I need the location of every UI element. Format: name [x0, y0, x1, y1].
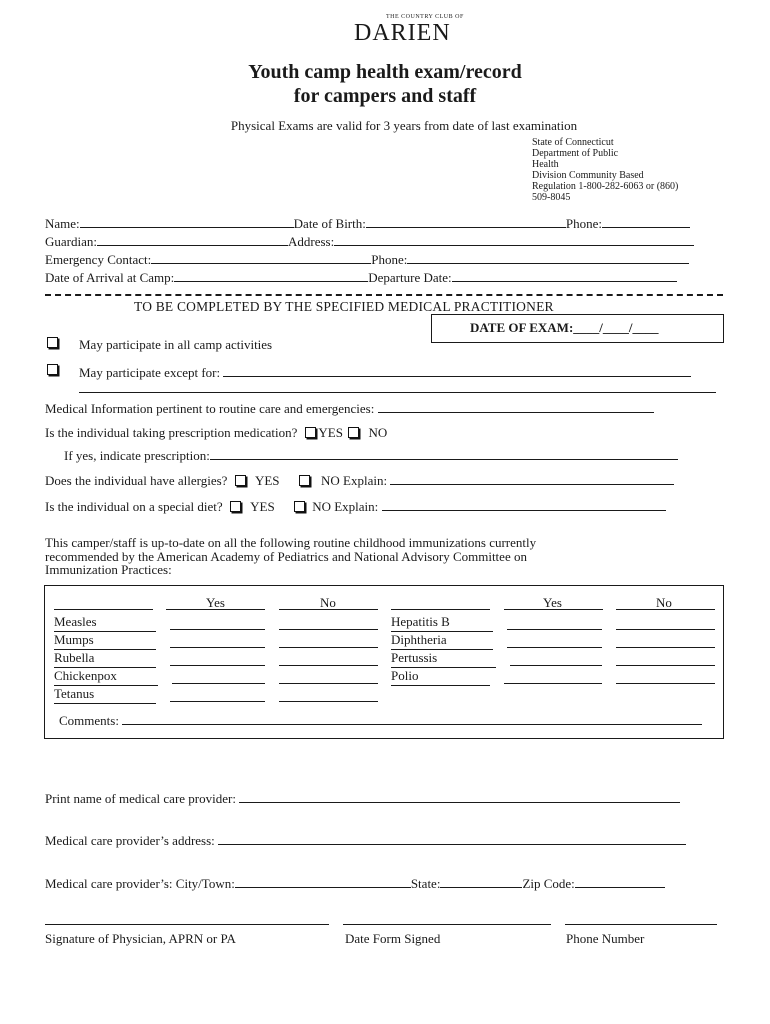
diphtheria-yes-field[interactable]	[507, 647, 602, 648]
state-note-line: Health	[532, 159, 559, 170]
provider-state-field[interactable]	[440, 875, 522, 888]
departure-label: Departure Date:	[368, 270, 452, 285]
imm-hepatitis-b: Hepatitis B	[391, 614, 493, 632]
logo	[352, 14, 462, 44]
date-of-exam-label: DATE OF EXAM:____/____/____	[470, 320, 659, 335]
checkbox-allergies-yes[interactable]	[235, 475, 246, 486]
checkbox-diet-no[interactable]	[294, 501, 305, 512]
phone-field[interactable]	[602, 215, 690, 228]
prescription-field[interactable]	[210, 447, 678, 460]
checkbox-prescription-no[interactable]	[348, 427, 359, 438]
dashed-separator	[45, 294, 723, 296]
header-blank-line	[54, 609, 153, 610]
provider-zip-field[interactable]	[575, 875, 665, 888]
validity-note: Physical Exams are valid for 3 years from date of last examination	[230, 118, 578, 133]
imm-header-yes-left: Yes	[206, 595, 225, 610]
provider-zip-label: Zip Code:	[522, 876, 575, 891]
checkbox-icon	[47, 364, 58, 375]
provider-city-field[interactable]	[235, 875, 411, 888]
prescription-question: Is the individual taking prescription medication?	[45, 425, 298, 440]
immunization-line: recommended by the American Academy of Pediatrics and National Advisory Committee on	[45, 548, 527, 564]
signature-physician-line[interactable]	[45, 924, 329, 925]
imm-header-yes-right: Yes	[543, 595, 562, 610]
provider-city-label: Medical care provider’s: City/Town:	[45, 876, 235, 891]
chickenpox-no-field[interactable]	[279, 683, 378, 684]
checkbox-diet-yes[interactable]	[230, 501, 241, 512]
prescription-indicate-label: If yes, indicate prescription:	[64, 448, 210, 463]
pertussis-no-field[interactable]	[616, 665, 715, 666]
checkbox-participate-except[interactable]	[47, 361, 58, 379]
header-yes-line	[166, 609, 265, 610]
participate-except-line-2[interactable]	[79, 392, 716, 393]
immunization-line: Immunization Practices:	[45, 562, 172, 577]
state-note-line: 509-8045	[532, 192, 571, 203]
address-field[interactable]	[334, 233, 694, 246]
name-label: Name:	[45, 216, 80, 231]
header-yes-line-right	[504, 609, 603, 610]
rubella-yes-field[interactable]	[170, 665, 265, 666]
provider-state-label: State:	[410, 876, 441, 891]
imm-tetanus: Tetanus	[54, 686, 156, 704]
name-field[interactable]	[80, 215, 294, 228]
medical-info-field[interactable]	[378, 400, 654, 413]
state-note	[532, 137, 678, 203]
arrival-label: Date of Arrival at Camp:	[45, 270, 175, 285]
hepatitis-yes-field[interactable]	[507, 629, 602, 630]
chickenpox-yes-field[interactable]	[172, 683, 265, 684]
measles-no-field[interactable]	[279, 629, 378, 630]
signature-physician-label: Signature of Physician, APRN or PA	[45, 931, 236, 946]
imm-polio: Polio	[391, 668, 490, 686]
rubella-no-field[interactable]	[279, 665, 378, 666]
guardian-field[interactable]	[97, 233, 288, 246]
tetanus-no-field[interactable]	[279, 701, 378, 702]
dob-label: Date of Birth:	[293, 216, 366, 231]
state-note-line: Department of Public	[532, 148, 619, 159]
imm-mumps: Mumps	[54, 632, 156, 650]
medical-info-label: Medical Information pertinent to routine care and emergencies:	[45, 401, 375, 416]
allergies-no-explain-label: NO Explain:	[321, 473, 388, 488]
provider-name-field[interactable]	[239, 790, 680, 803]
provider-address-field[interactable]	[218, 832, 686, 845]
address-label: Address:	[287, 234, 335, 249]
imm-header-no-right: No	[656, 595, 672, 610]
dob-field[interactable]	[366, 215, 566, 228]
imm-measles: Measles	[54, 614, 156, 632]
emergency-label: Emergency Contact:	[45, 252, 152, 267]
header-no-line	[279, 609, 378, 610]
phone-number-line[interactable]	[565, 924, 717, 925]
checkbox-allergies-no[interactable]	[299, 475, 310, 486]
emergency-phone-label: Phone:	[371, 252, 408, 267]
checkbox-prescription-yes[interactable]	[305, 427, 316, 438]
pertussis-yes-field[interactable]	[510, 665, 602, 666]
diet-yes-label: YES	[250, 499, 275, 514]
state-note-line: Regulation 1-800-282-6063 or (860)	[532, 181, 679, 192]
polio-yes-field[interactable]	[504, 683, 602, 684]
polio-no-field[interactable]	[616, 683, 715, 684]
header-no-line-right	[616, 609, 715, 610]
page-title	[0, 60, 770, 108]
date-signed-label: Date Form Signed	[345, 931, 441, 946]
allergies-yes-label: YES	[254, 473, 280, 488]
title-line-1: Youth camp health exam/record	[248, 61, 522, 83]
prescription-no-label: NO	[368, 425, 388, 440]
imm-chickenpox: Chickenpox	[54, 668, 158, 686]
hepatitis-no-field[interactable]	[616, 629, 715, 630]
diet-no-explain-label: NO Explain:	[312, 499, 379, 514]
date-of-exam-box[interactable]	[431, 314, 724, 343]
guardian-label: Guardian:	[45, 234, 97, 249]
mumps-no-field[interactable]	[279, 647, 378, 648]
departure-field[interactable]	[452, 269, 677, 282]
diphtheria-no-field[interactable]	[616, 647, 715, 648]
section-header: TO BE COMPLETED BY THE SPECIFIED MEDICAL PRACTITIONER	[134, 299, 554, 314]
emergency-phone-field[interactable]	[407, 251, 689, 264]
prescription-yes-label: YES	[318, 425, 343, 440]
comments-field[interactable]	[122, 712, 702, 725]
header-blank-line-right	[391, 609, 490, 610]
logo-small-text: THE COUNTRY CLUB OF	[386, 14, 464, 20]
imm-header-no-left: No	[320, 595, 336, 610]
measles-yes-field[interactable]	[170, 629, 265, 630]
allergies-explain-field[interactable]	[390, 472, 674, 485]
checkbox-icon	[47, 337, 58, 348]
phone-label: Phone:	[565, 216, 602, 231]
checkbox-participate-all[interactable]	[47, 334, 58, 352]
provider-name-label: Print name of medical care provider:	[45, 791, 236, 806]
imm-rubella: Rubella	[54, 650, 156, 668]
phone-number-label: Phone Number	[566, 931, 645, 946]
date-signed-line[interactable]	[343, 924, 551, 925]
allergies-question: Does the individual have allergies?	[45, 473, 228, 488]
immunization-statement	[45, 536, 536, 577]
provider-address-label: Medical care provider’s address:	[45, 833, 215, 848]
participate-except-label: May participate except for:	[79, 365, 221, 380]
state-note-line: State of Connecticut	[532, 137, 614, 148]
title-line-2: for campers and staff	[293, 85, 477, 107]
emergency-field[interactable]	[151, 251, 371, 264]
participate-except-field[interactable]	[223, 364, 691, 377]
imm-pertussis: Pertussis	[391, 650, 496, 668]
logo-big-text: DARIEN	[354, 20, 451, 46]
diet-explain-field[interactable]	[382, 498, 666, 511]
mumps-yes-field[interactable]	[170, 647, 265, 648]
participate-all-label: May participate in all camp activities	[79, 337, 273, 352]
imm-diphtheria: Diphtheria	[391, 632, 493, 650]
tetanus-yes-field[interactable]	[170, 701, 265, 702]
state-note-line: Division Community Based	[532, 170, 644, 181]
immunization-line: This camper/staff is up-to-date on all the following routine childhood immunizations currently	[45, 535, 537, 550]
comments-label: Comments:	[59, 713, 119, 728]
diet-question: Is the individual on a special diet?	[45, 499, 223, 514]
arrival-field[interactable]	[174, 269, 368, 282]
